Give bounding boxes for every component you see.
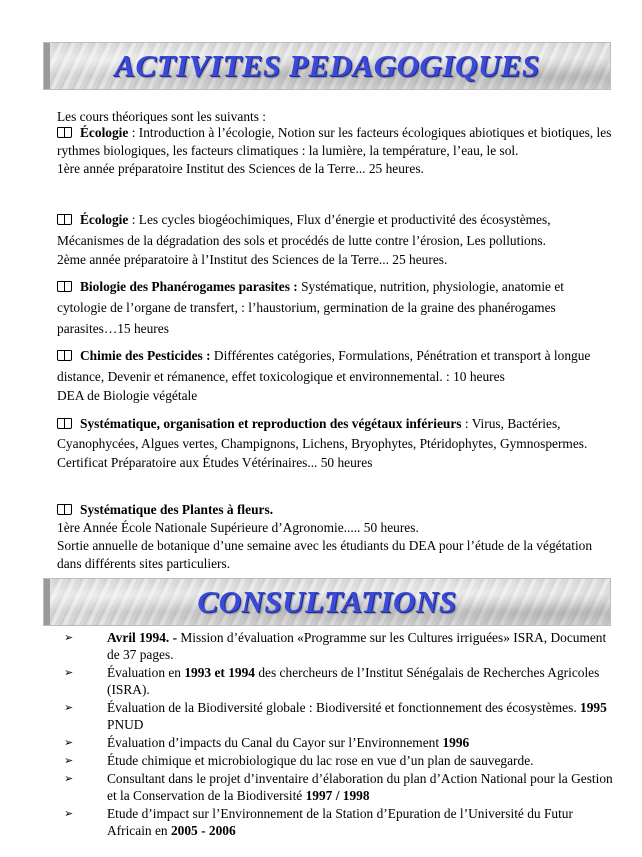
item-bold: 1993 et 1994 xyxy=(184,665,256,680)
book-icon xyxy=(57,350,72,361)
course-desc: Différentes catégories, Formulations, Pénétration et transport à longue distance, Devenir et rémanence, effet toxicologique et environnemental. : 10 heures xyxy=(57,348,591,384)
course-meta-2: Sortie annuelle de botanique d’une semaine avec les étudiants du DEA pour l’étude de la végétation dans différents sites particuliers. xyxy=(57,538,593,571)
list-item xyxy=(57,699,617,733)
book-icon xyxy=(57,504,72,515)
intro-line: Les cours théoriques sont les suivants : xyxy=(57,109,267,124)
course-sep: : xyxy=(461,416,472,431)
course-item xyxy=(57,209,612,269)
course-title: Systématique des Plantes à fleurs. xyxy=(80,502,274,517)
arrow-bullet-icon: ➢ xyxy=(64,807,74,820)
book-icon xyxy=(57,281,72,292)
arrow-bullet-icon: ➢ xyxy=(64,754,74,767)
list-item xyxy=(57,770,617,804)
arrow-bullet-icon: ➢ xyxy=(64,666,74,679)
course-item xyxy=(57,345,612,405)
item-text: Évaluation de la Biodiversité globale : Biodiversité et fonctionnement des écosystèmes. xyxy=(107,700,581,715)
list-item xyxy=(57,629,617,663)
course-item xyxy=(57,276,612,339)
course-sep: : xyxy=(128,125,139,140)
course-desc: Systématique, nutrition, physiologie, anatomie et cytologie de l’organe de transfert, : l’haustorium, germination de la graine des phanérogames parasites…15 heures xyxy=(57,279,565,336)
item-text: Mission d’évaluation «Programme sur les Cultures irriguées» ISRA, Document de 37 pages. xyxy=(107,630,607,662)
list-item xyxy=(57,752,617,769)
arrow-bullet-icon: ➢ xyxy=(64,736,74,749)
course-desc: Les cycles biogéochimiques, Flux d’énergie et productivité des écosystèmes, Mécanismes de la dégradation des sols et procédés de lutte contre l’érosion, Les pollutions. xyxy=(57,212,551,248)
item-text: Etude d’impact sur l’Environnement de la Station d’Epuration de l’Université du Futur Africain en xyxy=(107,806,573,838)
course-meta: 1ère Année École Nationale Supérieure d’Agronomie..... 50 heures. xyxy=(57,520,419,535)
item-bold: Avril 1994. - xyxy=(107,630,178,645)
course-item xyxy=(57,414,612,472)
item-bold: 1995 xyxy=(580,700,607,715)
item-bold: 2005 - 2006 xyxy=(170,823,236,838)
course-title: Biologie des Phanérogames parasites : xyxy=(80,279,298,294)
activities-banner xyxy=(44,43,610,89)
list-item xyxy=(57,805,617,839)
item-text: des chercheurs de l’Institut Sénégalais de Recherches Agricoles (ISRA). xyxy=(107,665,600,697)
course-title: Écologie xyxy=(80,125,129,140)
consultations-title: CONSULTATIONS xyxy=(197,584,457,619)
list-item xyxy=(57,734,617,751)
activities-title: ACTIVITES PEDAGOGIQUES xyxy=(114,48,540,83)
course-meta: 2ème année préparatoire à l’Institut des Sciences de la Terre... 25 heures. xyxy=(57,252,448,267)
course-title: Écologie xyxy=(80,212,129,227)
item-text: PNUD xyxy=(107,717,144,732)
course-item xyxy=(57,501,612,573)
arrow-bullet-icon: ➢ xyxy=(64,631,74,644)
book-icon xyxy=(57,214,72,225)
item-bold: 1996 xyxy=(442,735,470,750)
list-item xyxy=(57,664,617,698)
course-meta: Certificat Préparatoire aux Études Vétérinaires... 50 heures xyxy=(57,455,373,470)
item-text: Évaluation en xyxy=(107,665,185,680)
book-icon xyxy=(57,418,72,429)
consultations-banner xyxy=(44,579,610,625)
course-sep: : xyxy=(128,212,139,227)
item-text: Étude chimique et microbiologique du lac rose en vue d’un plan de sauvegarde. xyxy=(107,753,534,768)
book-icon xyxy=(57,127,72,138)
arrow-bullet-icon: ➢ xyxy=(64,772,74,785)
course-title: Systématique, organisation et reproduction des végétaux inférieurs xyxy=(80,416,462,431)
consultations-list xyxy=(57,629,617,840)
course-desc: Virus, Bactéries, Cyanophycées, Algues vertes, Champignons, Lichens, Bryophytes, Ptéridophytes, Gymnospermes. xyxy=(57,416,588,451)
arrow-bullet-icon: ➢ xyxy=(64,701,74,714)
course-desc: Introduction à l’écologie, Notion sur les facteurs écologiques abiotiques et biotiques, les rythmes biologiques, les facteurs climatiques : la lumière, la température, l’eau, le sol. xyxy=(57,125,612,158)
item-text: Consultant dans le projet d’inventaire d’élaboration du plan d’Action National pour la Gestion et la Conservation de la Biodiversité xyxy=(107,771,613,803)
course-meta: 1ère année préparatoire Institut des Sciences de la Terre... 25 heures. xyxy=(57,161,424,176)
item-bold: 1997 / 1998 xyxy=(305,788,370,803)
course-title: Chimie des Pesticides : xyxy=(80,348,211,363)
course-meta: DEA de Biologie végétale xyxy=(57,388,198,403)
item-text: Évaluation d’impacts du Canal du Cayor sur l’Environnement xyxy=(107,735,443,750)
course-item xyxy=(57,124,612,178)
